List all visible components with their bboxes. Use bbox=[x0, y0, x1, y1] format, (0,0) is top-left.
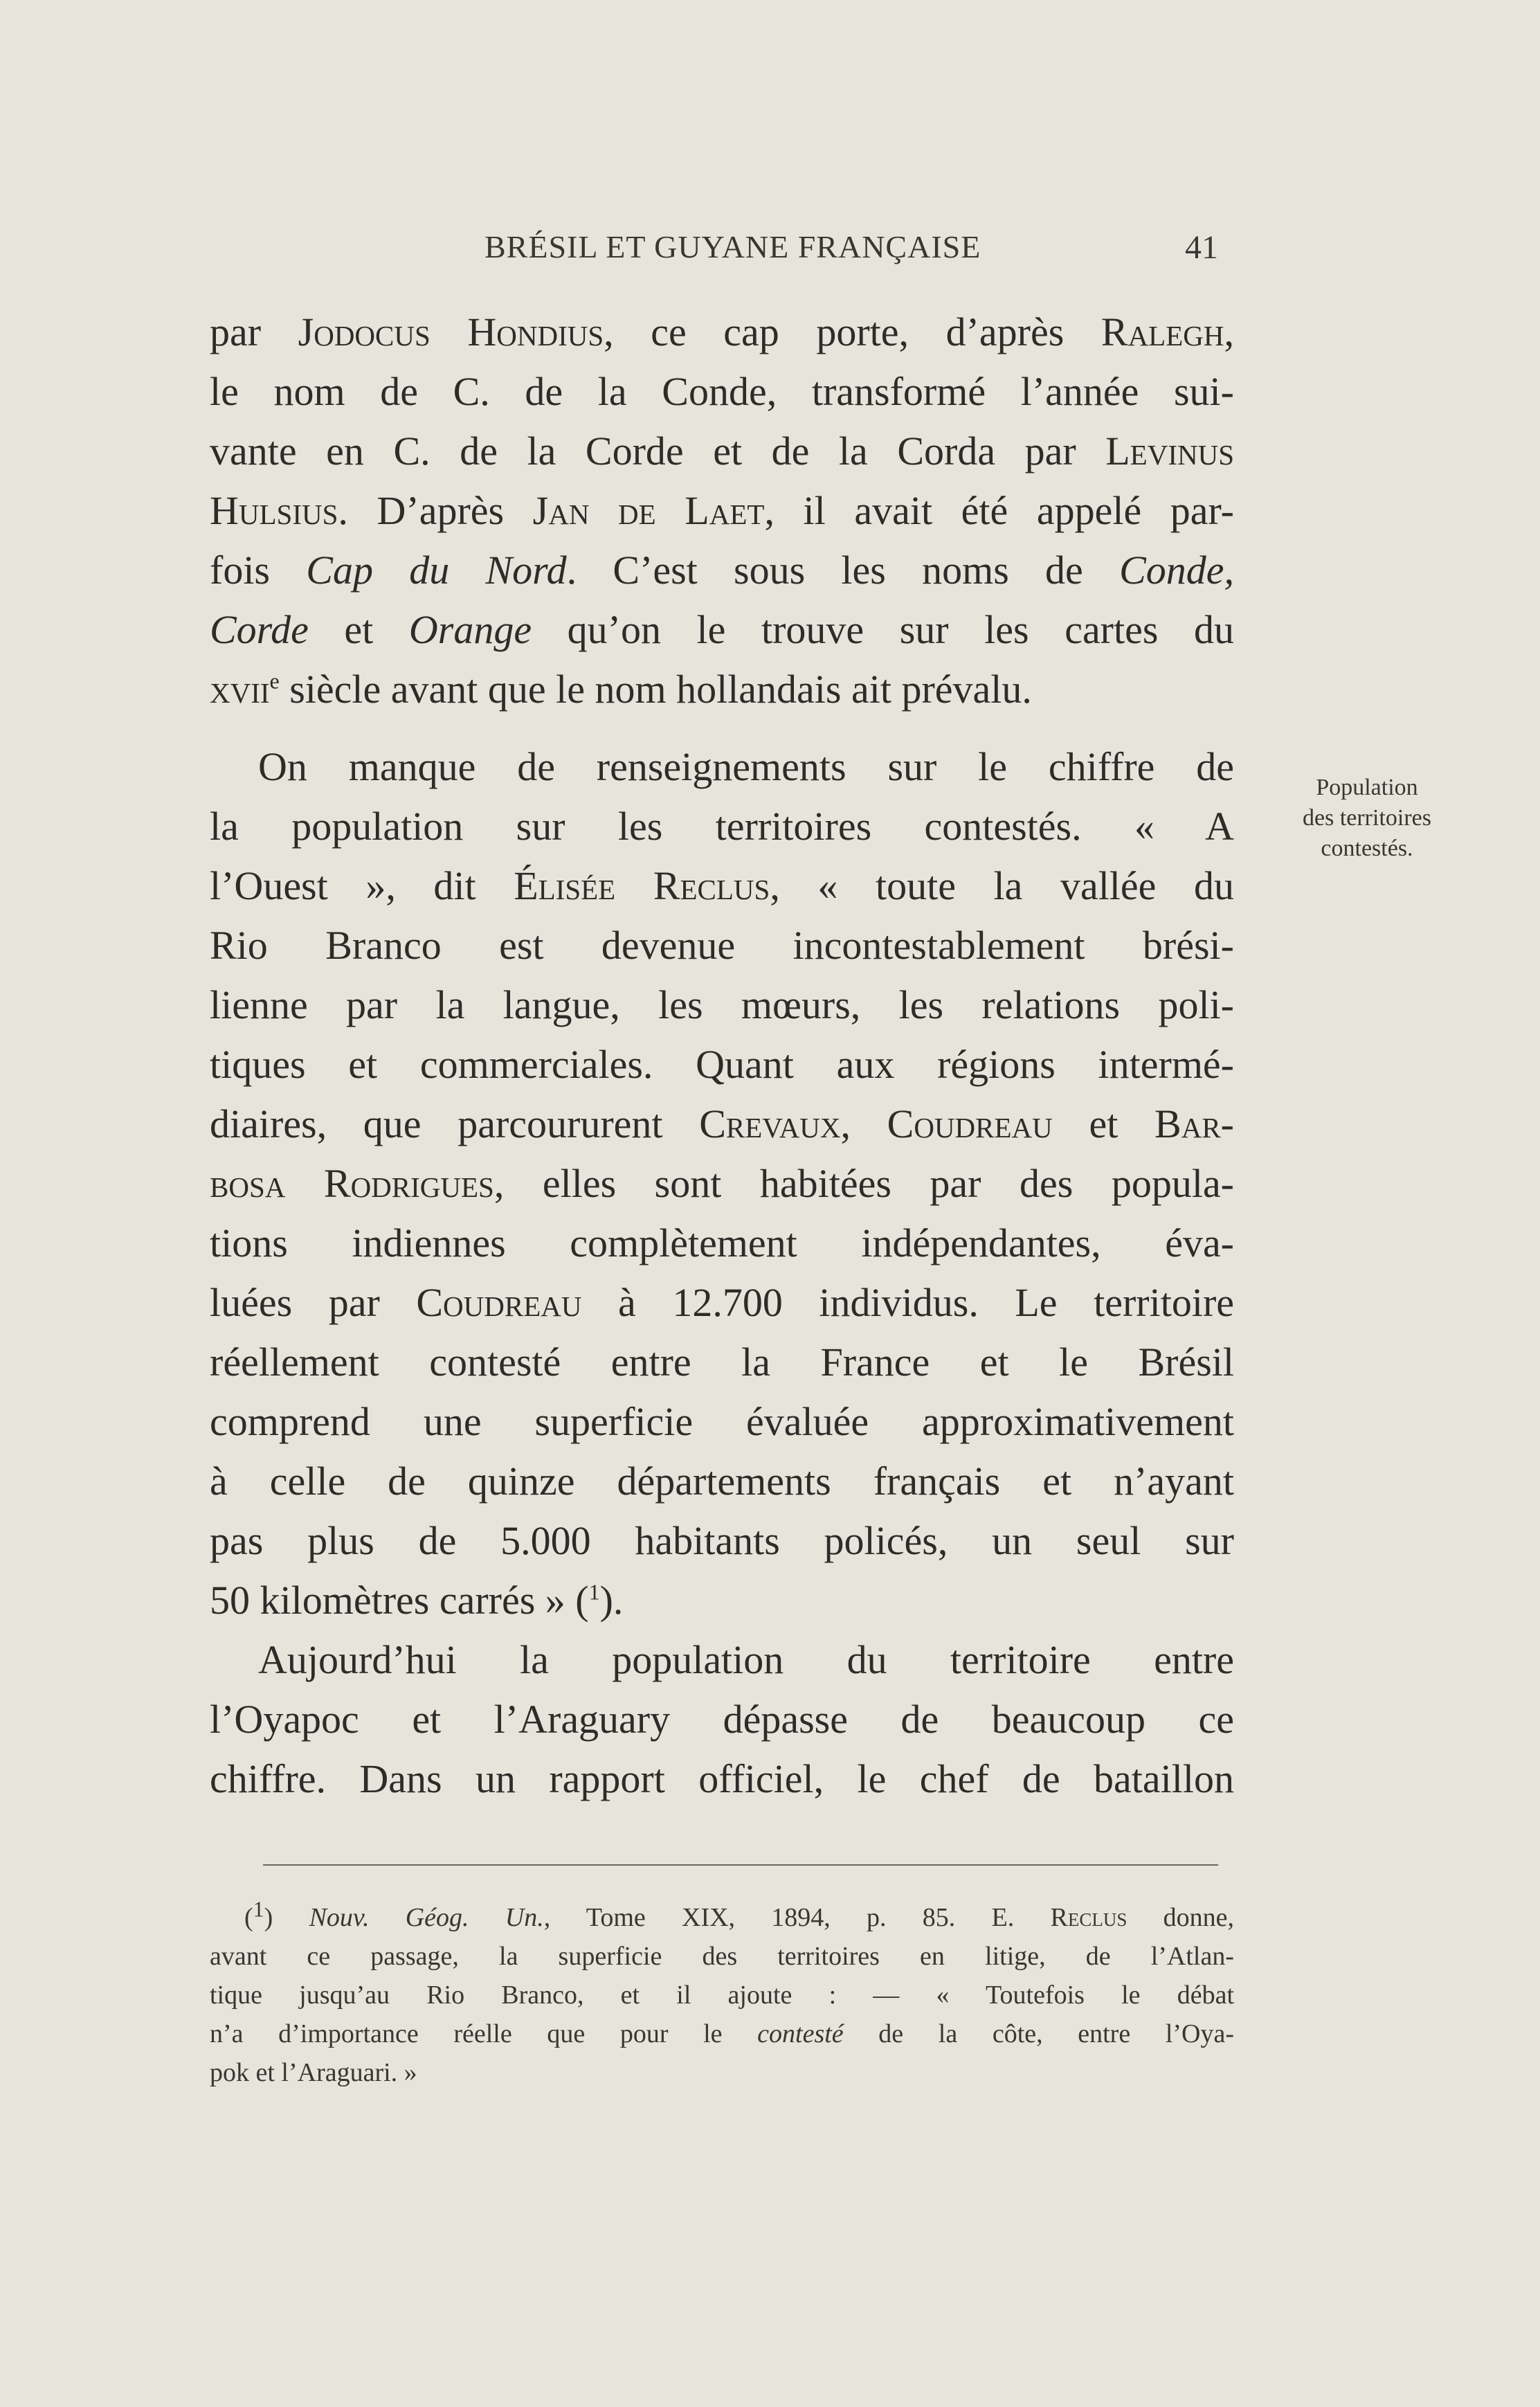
paragraph-start: Aujourd’hui la population du territoire entre bbox=[258, 1637, 1234, 1682]
footnote-line: n’a d’importance réelle que pour le contesté de la côte, entre l’Oya- bbox=[210, 2019, 1234, 2048]
text-line: le nom de C. de la Conde, transformé l’année sui- bbox=[210, 369, 1234, 414]
text-line: diaires, que parcoururent Crevaux, Coudreau et Bar- bbox=[210, 1101, 1234, 1146]
text-line: lienne par la langue, les mœurs, les relations poli- bbox=[210, 982, 1234, 1027]
text-line: l’Ouest », dit Élisée Reclus, « toute la vallée du bbox=[210, 863, 1234, 908]
text-line: comprend une superficie évaluée approximativement bbox=[210, 1399, 1234, 1444]
text-line: la population sur les territoires contestés. « A bbox=[210, 804, 1234, 849]
page-number: 41 bbox=[1185, 229, 1218, 266]
paragraph-start: On manque de renseignements sur le chiffre de bbox=[258, 744, 1234, 789]
author-name: Jan de Laet bbox=[532, 488, 765, 533]
text-line: Hulsius. D’après Jan de Laet, il avait été appelé par- bbox=[210, 488, 1234, 533]
author-name: Crevaux bbox=[699, 1101, 841, 1146]
text-line: tiques et commerciales. Quant aux régions intermé- bbox=[210, 1042, 1234, 1087]
text-line: bosa Rodrigues, elles sont habitées par des popula- bbox=[210, 1161, 1234, 1206]
author-name: Jodocus Hondius bbox=[298, 309, 604, 354]
author-name: bosa Rodrigues bbox=[210, 1161, 494, 1206]
author-name: Coudreau bbox=[887, 1101, 1053, 1146]
footnote-line: tique jusqu’au Rio Branco, et il ajoute : — « Toutefois le débat bbox=[210, 1981, 1234, 2010]
margin-note-line: contestés. bbox=[1321, 836, 1413, 861]
text-line: vante en C. de la Corde et de la Corda par Levinus bbox=[210, 429, 1234, 474]
author-name: Coudreau bbox=[416, 1280, 582, 1325]
author-name: Ralegh bbox=[1100, 309, 1224, 354]
footnote-rule bbox=[263, 1864, 1218, 1866]
footnote-line: pok et l’Araguari. » bbox=[210, 2058, 417, 2087]
footnote-line: ($^1$) Nouv. Géog. Un., Tome XIX, 1894, p. 85. E. Reclus donne, bbox=[244, 1896, 1234, 1932]
text-line: 50 kilomètres carrés » ($^1$). bbox=[210, 1578, 624, 1623]
author-name: Hulsius bbox=[210, 488, 338, 533]
text-line: l’Oyapoc et l’Araguary dépasse de beaucoup ce bbox=[210, 1697, 1234, 1742]
author-name: Levinus bbox=[1105, 429, 1234, 474]
footnote-ref: 1 bbox=[588, 1579, 600, 1605]
text-line: à celle de quinze départements français et n’ayant bbox=[210, 1459, 1234, 1504]
text-line: réellement contesté entre la France et le Brésil bbox=[210, 1340, 1234, 1385]
margin-note-line: des territoires bbox=[1303, 805, 1431, 831]
text-line: par Jodocus Hondius, ce cap porte, d’après Ralegh, bbox=[210, 309, 1234, 354]
text-line: Rio Branco est devenue incontestablement brési- bbox=[210, 923, 1234, 968]
margin-note bbox=[1267, 773, 1467, 864]
text-line: xvii$^e$ siècle avant que le nom hollandais ait prévalu. bbox=[210, 667, 1032, 712]
margin-note-line: Population bbox=[1316, 775, 1418, 800]
text-line: luées par Coudreau à 12.700 individus. Le territoire bbox=[210, 1280, 1235, 1325]
text-line: pas plus de 5.000 habitants policés, un seul sur bbox=[210, 1518, 1234, 1563]
text-line: tions indiennes complètement indépendantes, éva- bbox=[210, 1220, 1234, 1265]
author-name: Élisée Reclus bbox=[514, 863, 770, 908]
text-line: fois Cap du Nord. C’est sous les noms de Conde, bbox=[210, 548, 1234, 593]
author-name: Bar- bbox=[1154, 1101, 1234, 1146]
footnote-line: avant ce passage, la superficie des territoires en litige, de l’Atlan- bbox=[210, 1942, 1234, 1971]
running-title: BRÉSIL ET GUYANE FRANÇAISE bbox=[484, 229, 981, 264]
text-line: Corde et Orange qu’on le trouve sur les cartes du bbox=[210, 607, 1235, 652]
text-line: chiffre. Dans un rapport officiel, le chef de bataillon bbox=[210, 1756, 1234, 1801]
